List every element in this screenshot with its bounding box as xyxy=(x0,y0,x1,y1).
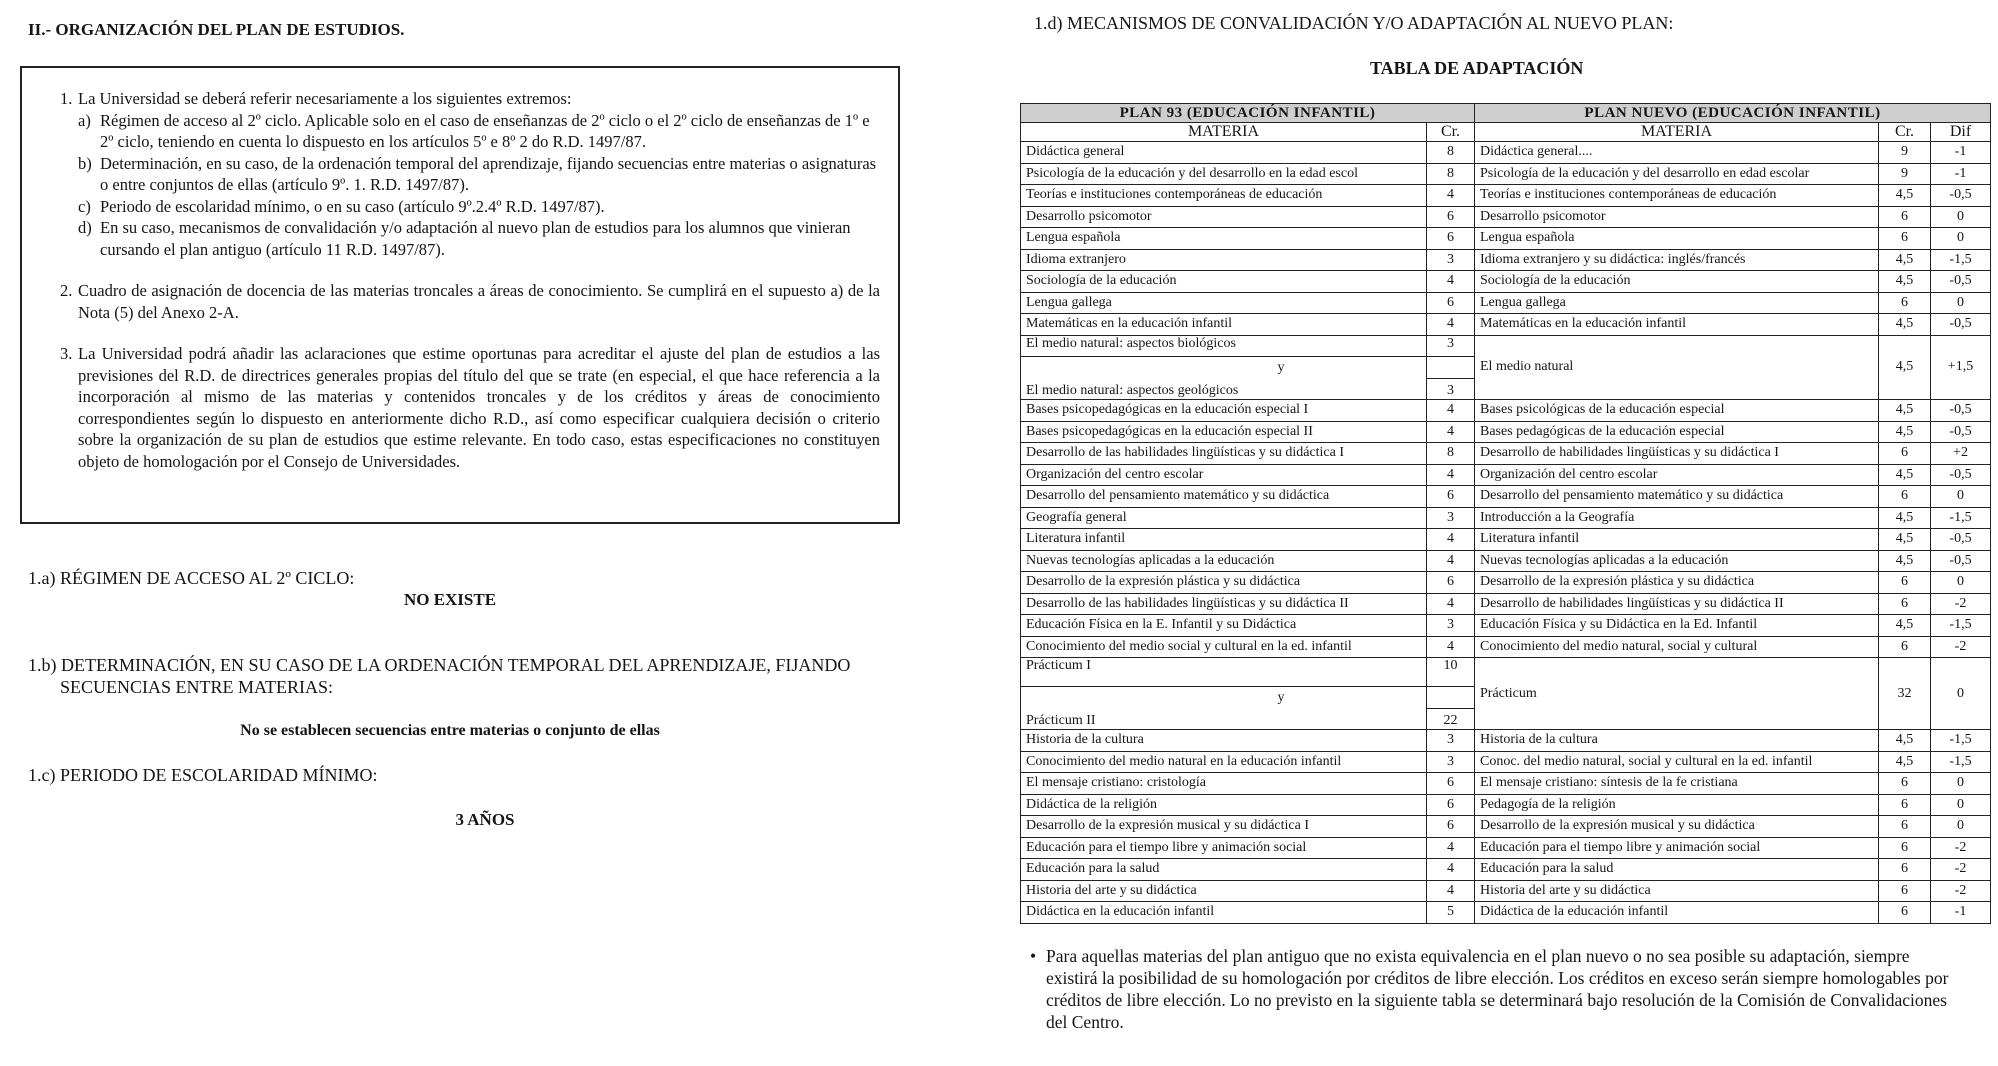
table-row xyxy=(1021,837,1991,859)
difference-cell: -2 xyxy=(1931,859,1991,881)
old-materia-cell: Sociología de la educación xyxy=(1021,271,1427,293)
old-materia-cell: Organización del centro escolar xyxy=(1021,464,1427,486)
difference-cell: -1,5 xyxy=(1931,730,1991,752)
instruction-item-2 xyxy=(42,280,880,323)
new-materia-cell: Introducción a la Geografía xyxy=(1475,507,1879,529)
new-credits-cell: 4,5 xyxy=(1879,730,1931,752)
difference-cell: -1,5 xyxy=(1931,751,1991,773)
new-credits-cell: 4,5 xyxy=(1879,249,1931,271)
value-1b: No se establecen secuencias entre materias o conjunto de ellas xyxy=(240,722,660,739)
old-credits-cell: 8 xyxy=(1427,443,1475,465)
difference-cell: -1,5 xyxy=(1931,615,1991,637)
old-materia-cell: Historia del arte y su didáctica xyxy=(1021,880,1427,902)
table-row xyxy=(1021,816,1991,838)
old-credits-cell: 4 xyxy=(1427,880,1475,902)
old-credits-cell: 6 xyxy=(1427,572,1475,594)
new-materia-cell: Bases pedagógicas de la educación especial xyxy=(1475,421,1879,443)
adaptation-table xyxy=(1020,103,1991,924)
empty-credits-cell xyxy=(1427,357,1475,379)
new-credits-cell: 4,5 xyxy=(1879,751,1931,773)
table-row xyxy=(1021,228,1991,250)
difference-cell: -0,5 xyxy=(1931,400,1991,422)
new-credits-cell: 4,5 xyxy=(1879,615,1931,637)
difference-cell: -1 xyxy=(1931,902,1991,924)
table-row xyxy=(1021,271,1991,293)
old-materia-cell: Desarrollo de la expresión musical y su didáctica I xyxy=(1021,816,1427,838)
old-materia-cell: Nuevas tecnologías aplicadas a la educación xyxy=(1021,550,1427,572)
group-old-plan: PLAN 93 (EDUCACIÓN INFANTIL) xyxy=(1021,104,1475,123)
table-row xyxy=(1021,615,1991,637)
old-credits-cell: 3 xyxy=(1427,751,1475,773)
new-credits-cell: 6 xyxy=(1879,636,1931,658)
difference-cell: -1 xyxy=(1931,142,1991,164)
old-materia-cell: Literatura infantil xyxy=(1021,529,1427,551)
new-credits-cell: 4,5 xyxy=(1879,335,1931,400)
sub-text: Régimen de acceso al 2º ciclo. Aplicable solo en el caso de enseñanzas de 2º ciclo o el 2º ciclo de enseñanzas de 1º e 2º ciclo, teniendo en cuenta lo dispuesto en los artículos 5º e 8º 2 do R.D. 1497/87. xyxy=(100,110,870,151)
instructions-box xyxy=(20,66,900,524)
table-row xyxy=(1021,206,1991,228)
old-credits-cell: 3 xyxy=(1427,615,1475,637)
old-credits-cell: 6 xyxy=(1427,228,1475,250)
new-materia-cell: El mensaje cristiano: síntesis de la fe cristiana xyxy=(1475,773,1879,795)
old-materia-cell: Educación Física en la E. Infantil y su Didáctica xyxy=(1021,615,1427,637)
old-materia-cell: Teorías e instituciones contemporáneas de educación xyxy=(1021,185,1427,207)
old-materia-cell: Psicología de la educación y del desarrollo en la edad escol xyxy=(1021,163,1427,185)
old-credits-cell: 4 xyxy=(1427,185,1475,207)
new-materia-cell: Nuevas tecnologías aplicadas a la educación xyxy=(1475,550,1879,572)
table-row xyxy=(1021,400,1991,422)
table-row xyxy=(1021,880,1991,902)
merged-row xyxy=(1021,658,1991,687)
new-credits-cell: 6 xyxy=(1879,206,1931,228)
difference-cell: -0,5 xyxy=(1931,271,1991,293)
new-credits-cell: 4,5 xyxy=(1879,185,1931,207)
new-materia-cell: El medio natural xyxy=(1475,335,1879,400)
difference-cell: 0 xyxy=(1931,486,1991,508)
difference-cell: -0,5 xyxy=(1931,529,1991,551)
new-materia-cell: Lengua gallega xyxy=(1475,292,1879,314)
old-credits-cell: 3 xyxy=(1427,507,1475,529)
difference-cell: -1 xyxy=(1931,163,1991,185)
old-credits-cell: 6 xyxy=(1427,816,1475,838)
new-credits-cell: 6 xyxy=(1879,773,1931,795)
new-credits-cell: 6 xyxy=(1879,486,1931,508)
new-materia-cell: Prácticum xyxy=(1475,658,1879,730)
difference-cell: -1,5 xyxy=(1931,249,1991,271)
new-credits-cell: 4,5 xyxy=(1879,464,1931,486)
old-materia-cell: Didáctica en la educación infantil xyxy=(1021,902,1427,924)
old-credits-cell: 8 xyxy=(1427,163,1475,185)
difference-cell: -0,5 xyxy=(1931,464,1991,486)
sub-text: En su caso, mecanismos de convalidación y/o adaptación al nuevo plan de estudios para los alumnos que vinieran cursando el plan antiguo (artículo 11 R.D. 1497/87). xyxy=(100,218,851,259)
difference-cell: -0,5 xyxy=(1931,550,1991,572)
difference-cell: -2 xyxy=(1931,837,1991,859)
new-materia-cell: Matemáticas en la educación infantil xyxy=(1475,314,1879,336)
new-materia-cell: Lengua española xyxy=(1475,228,1879,250)
column-header-row xyxy=(1021,123,1991,142)
new-materia-cell: Educación para la salud xyxy=(1475,859,1879,881)
difference-cell: +2 xyxy=(1931,443,1991,465)
difference-cell: -0,5 xyxy=(1931,421,1991,443)
difference-cell: -2 xyxy=(1931,593,1991,615)
old-materia-cell: Desarrollo del pensamiento matemático y su didáctica xyxy=(1021,486,1427,508)
item-text: La Universidad podrá añadir las aclaraciones que estime oportunas para acreditar el ajuste del plan de estudios a las previsiones del R.D. de directrices generales propias del título del que se trate (en especial, el que hace referencia a la incorporación al mismo de las materias y contenidos troncales y de los créditos y áreas de conocimiento correspondientes según lo dispuesto en anteriormente dicho R.D., así como especificar cualquiera decisión o criterio sobre la organización de su plan de estudios que estime relevante. En todo caso, estas especificaciones no constituyen objeto de homologación por el Consejo de Universidades. xyxy=(78,344,880,471)
old-credits-cell: 4 xyxy=(1427,314,1475,336)
old-materia-cell: Desarrollo psicomotor xyxy=(1021,206,1427,228)
sub-item-d xyxy=(78,217,880,260)
table-row xyxy=(1021,751,1991,773)
item-text: Cuadro de asignación de docencia de las materias troncales a áreas de conocimiento. Se cumplirá en el supuesto a) de la Nota (5) del Anexo 2-A. xyxy=(78,281,880,322)
new-materia-cell: Educación Física y su Didáctica en la Ed. Infantil xyxy=(1475,615,1879,637)
table-row xyxy=(1021,859,1991,881)
old-materia-cell: Didáctica de la religión xyxy=(1021,794,1427,816)
old-credits-cell: 3 xyxy=(1427,378,1475,400)
item-number: 2. xyxy=(60,281,73,300)
old-credits-cell: 4 xyxy=(1427,593,1475,615)
new-materia-cell: Desarrollo de la expresión musical y su didáctica xyxy=(1475,816,1879,838)
old-materia-cell: Educación para la salud xyxy=(1021,859,1427,881)
table-row xyxy=(1021,421,1991,443)
old-materia-cell: Desarrollo de la expresión plástica y su didáctica xyxy=(1021,572,1427,594)
new-materia-cell: Literatura infantil xyxy=(1475,529,1879,551)
difference-cell: -0,5 xyxy=(1931,314,1991,336)
old-credits-cell: 4 xyxy=(1427,400,1475,422)
new-materia-cell: Educación para el tiempo libre y animación social xyxy=(1475,837,1879,859)
new-materia-cell: Desarrollo de la expresión plástica y su didáctica xyxy=(1475,572,1879,594)
old-materia-cell: Lengua gallega xyxy=(1021,292,1427,314)
new-materia-cell: Didáctica de la educación infantil xyxy=(1475,902,1879,924)
old-credits-cell: 3 xyxy=(1427,335,1475,357)
table-row xyxy=(1021,507,1991,529)
item-number: 1. xyxy=(60,89,73,108)
difference-cell: 0 xyxy=(1931,816,1991,838)
old-credits-cell: 6 xyxy=(1427,794,1475,816)
value-1a: NO EXISTE xyxy=(403,590,497,609)
table-row xyxy=(1021,249,1991,271)
new-credits-cell: 9 xyxy=(1879,163,1931,185)
heading-1b: 1.b) DETERMINACIÓN, EN SU CASO DE LA ORDENACIÓN TEMPORAL DEL APRENDIZAJE, FIJANDO xyxy=(28,655,851,675)
new-materia-cell: Desarrollo del pensamiento matemático y su didáctica xyxy=(1475,486,1879,508)
connector-text: y xyxy=(1021,357,1427,379)
difference-cell: 0 xyxy=(1931,773,1991,795)
old-credits-cell: 6 xyxy=(1427,206,1475,228)
table-row xyxy=(1021,730,1991,752)
new-credits-cell: 4,5 xyxy=(1879,529,1931,551)
old-materia-cell: Lengua española xyxy=(1021,228,1427,250)
new-materia-cell: Idioma extranjero y su didáctica: inglés/francés xyxy=(1475,249,1879,271)
col-materia-old: MATERIA xyxy=(1021,123,1427,142)
empty-credits-cell xyxy=(1427,687,1475,709)
old-materia-cell: Prácticum I xyxy=(1021,658,1427,687)
footnote xyxy=(1030,945,1960,1033)
table-row xyxy=(1021,142,1991,164)
table-row xyxy=(1021,292,1991,314)
table-row xyxy=(1021,529,1991,551)
sub-text: Periodo de escolaridad mínimo, o en su caso (artículo 9º.2.4º R.D. 1497/87). xyxy=(100,196,605,216)
difference-cell: 0 xyxy=(1931,572,1991,594)
new-credits-cell: 6 xyxy=(1879,572,1931,594)
group-header-row xyxy=(1021,104,1991,123)
table-body xyxy=(1021,104,1991,924)
new-credits-cell: 4,5 xyxy=(1879,550,1931,572)
new-credits-cell: 6 xyxy=(1879,593,1931,615)
old-credits-cell: 6 xyxy=(1427,773,1475,795)
col-dif: Dif xyxy=(1931,123,1991,142)
sub-item-a xyxy=(78,110,880,153)
old-credits-cell: 4 xyxy=(1427,859,1475,881)
new-credits-cell: 6 xyxy=(1879,902,1931,924)
old-materia-cell: El medio natural: aspectos biológicos xyxy=(1021,335,1427,357)
instruction-item-1 xyxy=(42,88,880,260)
old-credits-cell: 4 xyxy=(1427,421,1475,443)
item-text: La Universidad se deberá referir necesariamente a los siguientes extremos: xyxy=(78,89,572,108)
old-credits-cell: 4 xyxy=(1427,636,1475,658)
table-row xyxy=(1021,794,1991,816)
table-row xyxy=(1021,486,1991,508)
new-materia-cell: Organización del centro escolar xyxy=(1475,464,1879,486)
old-materia-cell: Conocimiento del medio social y cultural en la ed. infantil xyxy=(1021,636,1427,658)
old-materia-cell: Desarrollo de las habilidades lingüísticas y su didáctica I xyxy=(1021,443,1427,465)
sub-text: Determinación, en su caso, de la ordenación temporal del aprendizaje, fijando secuencias entre materias o asignaturas o entre conjuntos de ellas (artículo 9º. 1. R.D. 1497/87). xyxy=(100,153,877,194)
new-materia-cell: Teorías e instituciones contemporáneas de educación xyxy=(1475,185,1879,207)
old-credits-cell: 4 xyxy=(1427,550,1475,572)
new-materia-cell: Desarrollo psicomotor xyxy=(1475,206,1879,228)
new-materia-cell: Desarrollo de habilidades lingüísticas y su didáctica I xyxy=(1475,443,1879,465)
new-credits-cell: 4,5 xyxy=(1879,314,1931,336)
footnote-text: Para aquellas materias del plan antiguo que no exista equivalencia en el plan nuevo o no sea posible su adaptación, siempre existirá la posibilidad de su homologación por créditos de libre elección. Los créditos en exceso serán siempre homologables por créditos de libre elección. Lo no previsto en la siguiente tabla se determinará bajo resolución de la Comisión de Convalidaciones del Centro. xyxy=(1046,946,1949,1032)
sub-letter: c) xyxy=(78,196,91,216)
table-row xyxy=(1021,902,1991,924)
new-credits-cell: 4,5 xyxy=(1879,400,1931,422)
heading-1b-line2: SECUENCIAS ENTRE MATERIAS: xyxy=(60,677,334,697)
difference-cell: 0 xyxy=(1931,292,1991,314)
old-materia-cell: Didáctica general xyxy=(1021,142,1427,164)
old-materia-cell: Bases psicopedagógicas en la educación especial II xyxy=(1021,421,1427,443)
new-materia-cell: Historia del arte y su didáctica xyxy=(1475,880,1879,902)
old-credits-cell: 3 xyxy=(1427,249,1475,271)
col-cr-old: Cr. xyxy=(1427,123,1475,142)
old-credits-cell: 3 xyxy=(1427,730,1475,752)
col-cr-new: Cr. xyxy=(1879,123,1931,142)
sub-item-c xyxy=(78,196,880,218)
old-credits-cell: 6 xyxy=(1427,486,1475,508)
value-1c: 3 AÑOS xyxy=(455,810,515,829)
table-row xyxy=(1021,572,1991,594)
old-credits-cell: 4 xyxy=(1427,464,1475,486)
new-materia-cell: Bases psicológicas de la educación especial xyxy=(1475,400,1879,422)
new-credits-cell: 4,5 xyxy=(1879,507,1931,529)
section-title: II.- ORGANIZACIÓN DEL PLAN DE ESTUDIOS. xyxy=(28,20,405,39)
difference-cell: -1,5 xyxy=(1931,507,1991,529)
new-materia-cell: Desarrollo de habilidades lingüísticas y su didáctica II xyxy=(1475,593,1879,615)
new-materia-cell: Didáctica general.... xyxy=(1475,142,1879,164)
difference-cell: 0 xyxy=(1931,206,1991,228)
sub-item-b xyxy=(78,153,880,196)
old-materia-cell: El medio natural: aspectos geológicos xyxy=(1021,378,1427,400)
convalidation-heading: 1.d) MECANISMOS DE CONVALIDACIÓN Y/O ADAPTACIÓN AL NUEVO PLAN: xyxy=(1034,13,1674,33)
table-row xyxy=(1021,593,1991,615)
old-credits-cell: 10 xyxy=(1427,658,1475,687)
new-credits-cell: 6 xyxy=(1879,228,1931,250)
table-row xyxy=(1021,550,1991,572)
old-materia-cell: Bases psicopedagógicas en la educación especial I xyxy=(1021,400,1427,422)
sub-letter: a) xyxy=(78,110,91,130)
table-row xyxy=(1021,443,1991,465)
table-row xyxy=(1021,464,1991,486)
group-new-plan: PLAN NUEVO (EDUCACIÓN INFANTIL) xyxy=(1475,104,1991,123)
difference-cell: +1,5 xyxy=(1931,335,1991,400)
difference-cell: -2 xyxy=(1931,636,1991,658)
col-materia-new: MATERIA xyxy=(1475,123,1879,142)
difference-cell: 0 xyxy=(1931,794,1991,816)
table-title: TABLA DE ADAPTACIÓN xyxy=(1370,58,1584,78)
table-row xyxy=(1021,773,1991,795)
old-credits-cell: 4 xyxy=(1427,271,1475,293)
new-materia-cell: Historia de la cultura xyxy=(1475,730,1879,752)
old-credits-cell: 4 xyxy=(1427,837,1475,859)
connector-text: y xyxy=(1021,687,1427,709)
bullet-icon: • xyxy=(1030,946,1037,966)
new-credits-cell: 6 xyxy=(1879,443,1931,465)
new-credits-cell: 6 xyxy=(1879,859,1931,881)
table-row xyxy=(1021,636,1991,658)
instruction-item-3 xyxy=(42,343,880,472)
old-credits-cell: 22 xyxy=(1427,708,1475,730)
new-credits-cell: 6 xyxy=(1879,794,1931,816)
new-credits-cell: 4,5 xyxy=(1879,421,1931,443)
old-materia-cell: Matemáticas en la educación infantil xyxy=(1021,314,1427,336)
heading-1c: 1.c) PERIODO DE ESCOLARIDAD MÍNIMO: xyxy=(28,765,378,785)
sub-letter: b) xyxy=(78,153,92,173)
difference-cell: -0,5 xyxy=(1931,185,1991,207)
heading-1a: 1.a) RÉGIMEN DE ACCESO AL 2º CICLO: xyxy=(28,568,355,588)
new-credits-cell: 6 xyxy=(1879,292,1931,314)
new-credits-cell: 6 xyxy=(1879,880,1931,902)
new-materia-cell: Sociología de la educación xyxy=(1475,271,1879,293)
table-row xyxy=(1021,163,1991,185)
old-materia-cell: Educación para el tiempo libre y animación social xyxy=(1021,837,1427,859)
old-credits-cell: 6 xyxy=(1427,292,1475,314)
old-credits-cell: 5 xyxy=(1427,902,1475,924)
merged-row xyxy=(1021,335,1991,357)
new-materia-cell: Conoc. del medio natural, social y cultural en la ed. infantil xyxy=(1475,751,1879,773)
new-credits-cell: 4,5 xyxy=(1879,271,1931,293)
table-row xyxy=(1021,185,1991,207)
old-materia-cell: Conocimiento del medio natural en la educación infantil xyxy=(1021,751,1427,773)
item-number: 3. xyxy=(60,344,73,363)
new-credits-cell: 9 xyxy=(1879,142,1931,164)
old-credits-cell: 4 xyxy=(1427,529,1475,551)
new-materia-cell: Pedagogía de la religión xyxy=(1475,794,1879,816)
difference-cell: 0 xyxy=(1931,658,1991,730)
new-materia-cell: Psicología de la educación y del desarrollo en edad escolar xyxy=(1475,163,1879,185)
old-materia-cell: Historia de la cultura xyxy=(1021,730,1427,752)
sub-letter: d) xyxy=(78,218,92,237)
old-materia-cell: Geografía general xyxy=(1021,507,1427,529)
old-materia-cell: Desarrollo de las habilidades lingüísticas y su didáctica II xyxy=(1021,593,1427,615)
new-credits-cell: 32 xyxy=(1879,658,1931,730)
new-credits-cell: 6 xyxy=(1879,816,1931,838)
old-materia-cell: Prácticum II xyxy=(1021,708,1427,730)
old-materia-cell: Idioma extranjero xyxy=(1021,249,1427,271)
old-materia-cell: El mensaje cristiano: cristología xyxy=(1021,773,1427,795)
old-credits-cell: 8 xyxy=(1427,142,1475,164)
difference-cell: -2 xyxy=(1931,880,1991,902)
difference-cell: 0 xyxy=(1931,228,1991,250)
new-materia-cell: Conocimiento del medio natural, social y cultural xyxy=(1475,636,1879,658)
new-credits-cell: 6 xyxy=(1879,837,1931,859)
table-row xyxy=(1021,314,1991,336)
